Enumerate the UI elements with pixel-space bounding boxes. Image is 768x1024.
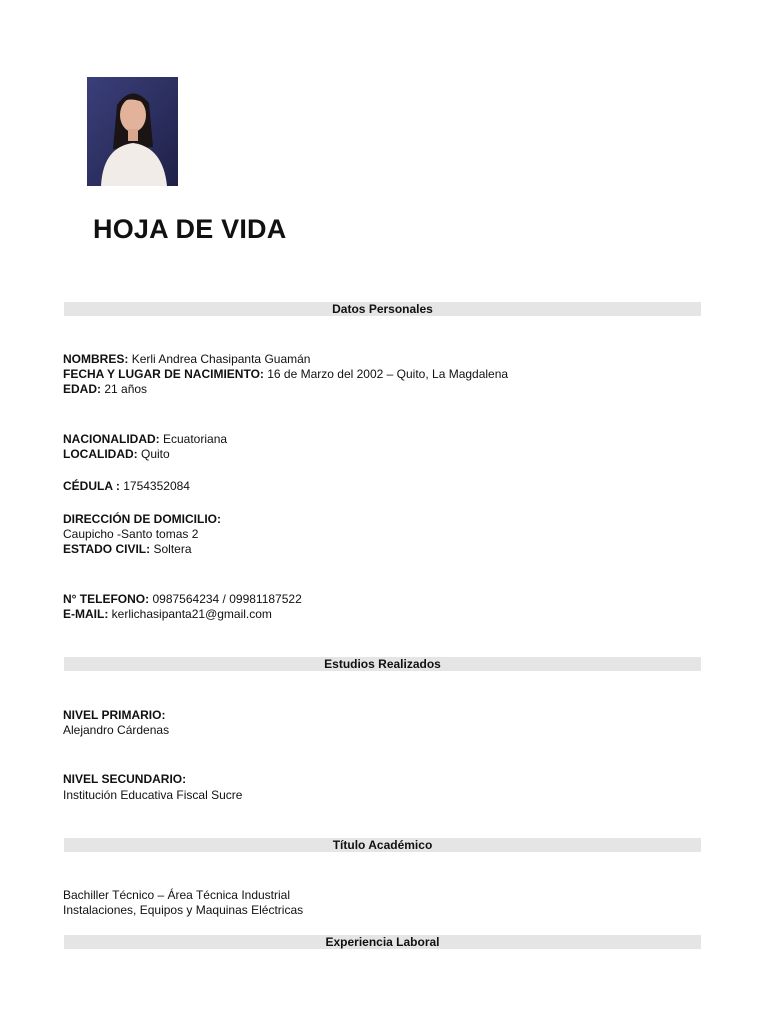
email-label: E-MAIL: [63,607,109,621]
address-value: Caupicho -Santo tomas 2 [63,527,199,541]
names-row [63,352,310,367]
locality-label: LOCALIDAD: [63,447,138,461]
names-label: NOMBRES: [63,352,129,366]
id-row [63,479,190,494]
secondary-level-label: NIVEL SECUNDARIO: [63,772,187,786]
age-value: 21 años [104,382,148,396]
age-label: EDAD: [63,382,101,396]
section-header-studies: Estudios Realizados [64,657,701,671]
birth-label: FECHA Y LUGAR DE NACIMIENTO: [63,367,264,381]
primary-level-label: NIVEL PRIMARIO: [63,708,166,722]
secondary-level-value: Institución Educativa Fiscal Sucre [63,788,243,802]
nationality-value: Ecuatoriana [163,432,228,446]
locality-row [63,447,170,462]
names-value: Kerli Andrea Chasipanta Guamán [131,352,311,366]
section-header-personal: Datos Personales [64,302,701,316]
id-value: 1754352084 [123,479,190,493]
primary-level-value: Alejandro Cárdenas [63,723,170,737]
document-title: HOJA DE VIDA [93,214,287,244]
birth-row [63,367,508,382]
nationality-label: NACIONALIDAD: [63,432,160,446]
section-header-experience: Experiencia Laboral [64,935,701,949]
degree-line-1: Bachiller Técnico – Área Técnica Industrial [63,888,291,902]
section-header-degree: Título Académico [64,838,701,852]
email-value: kerlichasipanta21@gmail.com [111,607,272,621]
birth-value: 16 de Marzo del 2002 – Quito, La Magdalena [267,367,509,381]
nationality-row [63,432,227,447]
degree-line-2: Instalaciones, Equipos y Maquinas Eléctricas [63,903,304,917]
civil-status-label: ESTADO CIVIL: [63,542,151,556]
locality-value: Quito [141,447,170,461]
civil-status-value: Soltera [153,542,192,556]
secondary-level-label-row [63,772,186,787]
id-label: CÉDULA : [63,479,120,493]
phone-row [63,592,302,607]
address-label: DIRECCIÓN DE DOMICILIO: [63,512,221,526]
email-row [63,607,272,622]
primary-level-label-row [63,708,165,723]
profile-photo [87,77,178,186]
civil-status-row [63,542,192,557]
age-row [63,382,147,397]
address-label-row [63,512,221,527]
phone-label: N° TELEFONO: [63,592,150,606]
phone-value: 0987564234 / 09981187522 [152,592,302,606]
